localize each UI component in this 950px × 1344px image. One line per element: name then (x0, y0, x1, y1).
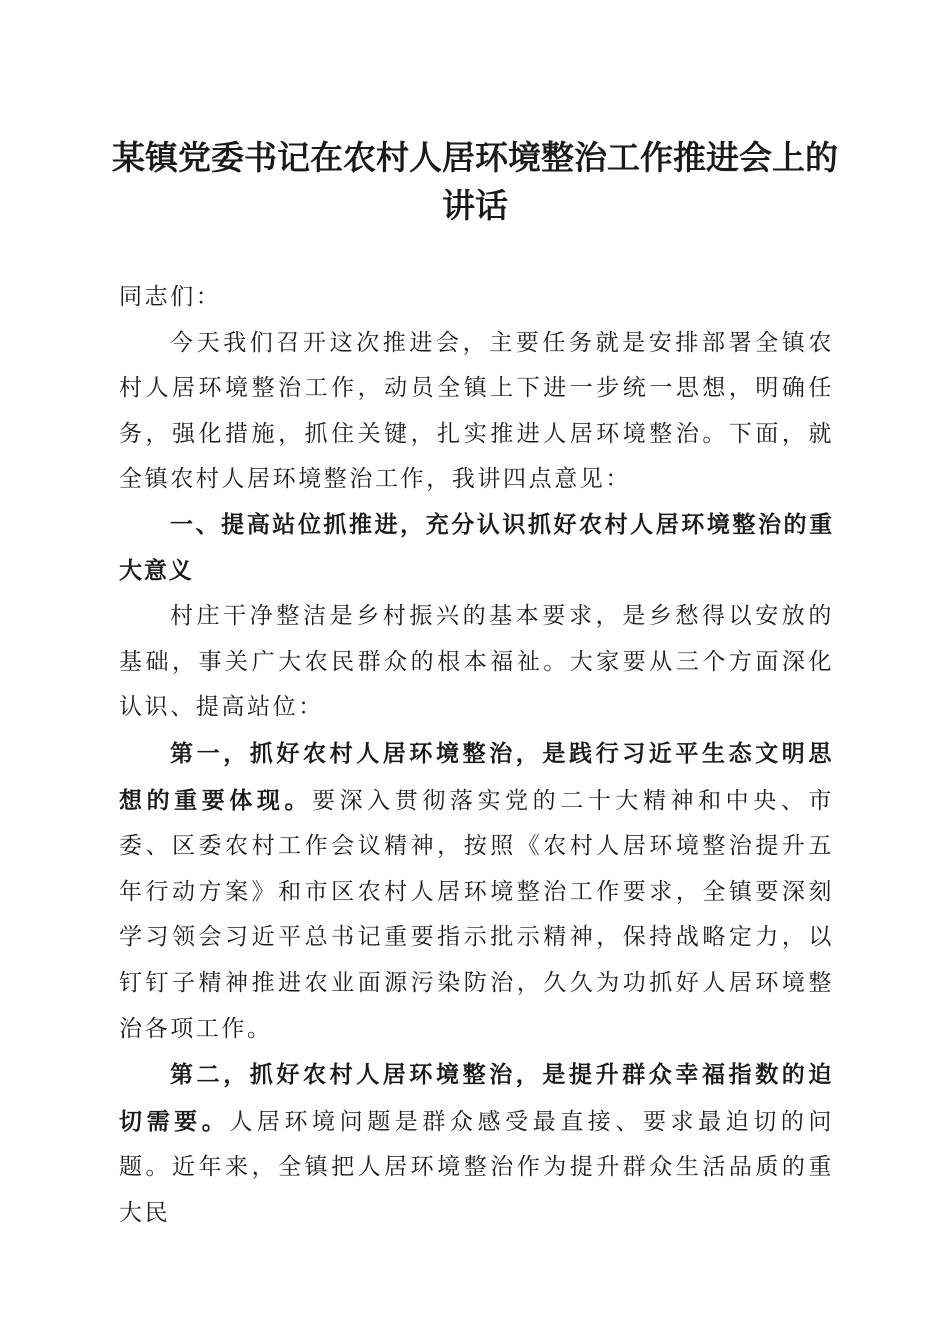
salutation: 同志们： (119, 284, 222, 310)
point-2-paragraph (119, 1052, 834, 1236)
document-body (119, 275, 834, 1236)
section-1-intro-paragraph: 村庄干净整洁是乡村振兴的基本要求，是乡愁得以安放的基础，事关广大农民群众的根本福祉。大家要从三个方面深化认识、提高站位： (119, 603, 834, 721)
point-1-paragraph (119, 731, 834, 1052)
intro-paragraph: 今天我们召开这次推进会，主要任务就是安排部署全镇农村人居环境整治工作，动员全镇上下进一步统一思想，明确任务，强化措施，抓住关键，扎实推进人居环境整治。下面，就全镇农村人居环境整治工作，我讲四点意见： (119, 329, 834, 493)
point-1-body: 要深入贯彻落实党的二十大精神和中央、市委、区委农村工作会议精神，按照《农村人居环境整治提升五年行动方案》和市区农村人居环境整治工作要求，全镇要深刻学习领会习近平总书记重要指示批示精神，保持战略定力，以钉钉子精神推进农业面源污染防治，久久为功抓好人居环境整治各项工作。 (119, 787, 834, 1042)
document-title: 某镇党委书记在农村人居环境整治工作推进会上的讲话 (112, 138, 838, 225)
point-1-lead: 第一，抓好农村人居环境整治，是践行习近平生态文明思想的重要体现。 (119, 739, 834, 814)
section-1-heading: 一、提高站位抓推进，充分认识抓好农村人居环境整治的重大意义 (119, 511, 834, 584)
point-2-lead: 第二，抓好农村人居环境整治，是提升群众幸福指数的迫切需要。 (119, 1061, 834, 1135)
point-2-body: 人居环境问题是群众感受最直接、要求最迫切的问题。近年来，全镇把人居环境整治作为提升群众生活品质的重大民 (119, 1108, 835, 1226)
